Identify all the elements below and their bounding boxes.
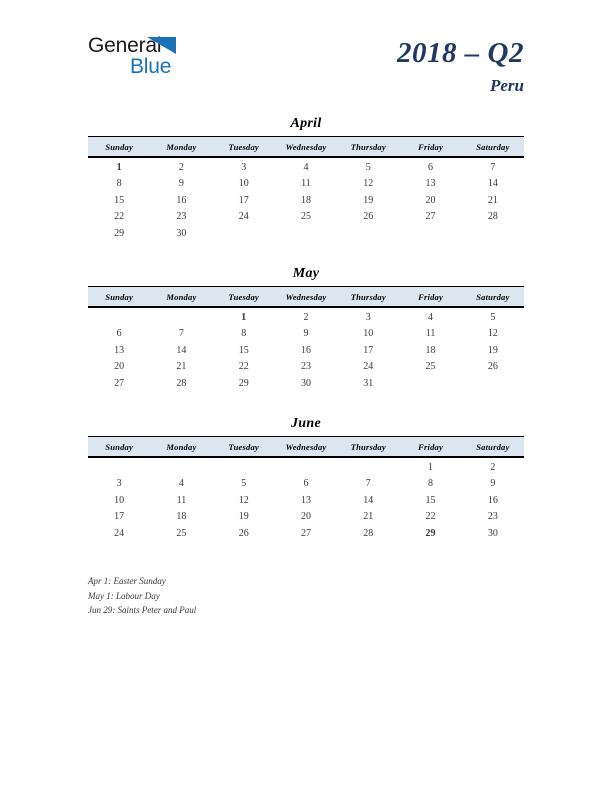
- day-cell[interactable]: 2: [303, 311, 309, 323]
- calendar-week-row: [88, 359, 524, 376]
- calendar-table-april: [88, 136, 524, 242]
- day-cell[interactable]: 23: [176, 211, 187, 223]
- legend-item: Apr 1: Easter Sunday: [88, 576, 166, 586]
- calendar-table-may: [88, 286, 524, 392]
- day-cell[interactable]: 24: [114, 527, 125, 539]
- day-cell[interactable]: 4: [428, 311, 434, 323]
- month-title: May: [292, 266, 320, 281]
- weekday-header-wednesday: Wednesday: [275, 437, 337, 458]
- weekday-header-monday: Monday: [150, 287, 212, 308]
- day-cell[interactable]: 15: [238, 344, 249, 356]
- day-cell[interactable]: 18: [176, 511, 187, 523]
- calendar-week-row: [88, 176, 524, 193]
- day-cell[interactable]: 29: [114, 227, 125, 239]
- month-title: June: [291, 416, 321, 431]
- day-cell[interactable]: 23: [300, 361, 311, 373]
- day-cell[interactable]: 16: [487, 494, 498, 506]
- calendar-week-row: [88, 157, 524, 176]
- day-cell[interactable]: 8: [241, 328, 247, 340]
- day-cell[interactable]: 30: [176, 227, 187, 239]
- weekday-header-tuesday: Tuesday: [213, 137, 275, 158]
- day-cell[interactable]: 15: [425, 494, 436, 506]
- day-cell-empty: [399, 225, 461, 242]
- weekday-header-monday: Monday: [150, 437, 212, 458]
- day-cell[interactable]: 26: [238, 527, 249, 539]
- day-cell[interactable]: 16: [300, 344, 311, 356]
- day-cell[interactable]: 10: [238, 178, 249, 190]
- day-cell-empty: [88, 457, 150, 476]
- day-cell-empty: [150, 457, 212, 476]
- day-cell-empty: [275, 457, 337, 476]
- calendar-week-row: [88, 225, 524, 242]
- day-cell-empty: [213, 225, 275, 242]
- weekday-header-friday: Friday: [399, 437, 461, 458]
- day-cell[interactable]: 30: [487, 527, 498, 539]
- weekday-header-monday: Monday: [150, 137, 212, 158]
- day-cell-empty: [275, 225, 337, 242]
- weekday-header-sunday: Sunday: [88, 137, 150, 158]
- calendar-week-row: [88, 209, 524, 226]
- day-cell[interactable]: 19: [238, 511, 249, 523]
- day-cell[interactable]: 12: [487, 328, 498, 340]
- day-cell-empty: [337, 225, 399, 242]
- day-cell[interactable]: 10: [114, 494, 125, 506]
- day-cell-empty: [88, 307, 150, 326]
- calendar-table-june: [88, 436, 524, 542]
- day-cell[interactable]: 25: [425, 361, 436, 373]
- weekday-header-wednesday: Wednesday: [275, 287, 337, 308]
- day-cell[interactable]: 17: [114, 511, 125, 523]
- weekday-header-sunday: Sunday: [88, 287, 150, 308]
- day-cell[interactable]: 6: [303, 478, 309, 490]
- day-cell[interactable]: 27: [114, 377, 125, 389]
- weekday-header-sunday: Sunday: [88, 437, 150, 458]
- day-cell[interactable]: 1: [428, 461, 434, 473]
- weekday-header-friday: Friday: [399, 287, 461, 308]
- month-title: April: [290, 116, 322, 131]
- calendar-week-row: [88, 457, 524, 476]
- day-cell[interactable]: 6: [428, 161, 434, 173]
- weekday-header-tuesday: Tuesday: [213, 437, 275, 458]
- weekday-header-thursday: Thursday: [337, 437, 399, 458]
- weekday-header-tuesday: Tuesday: [213, 287, 275, 308]
- weekday-header-row: [88, 137, 524, 158]
- day-cell[interactable]: 13: [425, 178, 436, 190]
- day-cell[interactable]: 25: [176, 527, 187, 539]
- day-cell[interactable]: 8: [116, 178, 122, 190]
- calendar-body: [88, 157, 524, 242]
- legend-item: Jun 29: Saints Peter and Paul: [88, 605, 197, 615]
- day-cell[interactable]: 24: [363, 361, 374, 373]
- calendar-week-row: [88, 326, 524, 343]
- day-cell[interactable]: 14: [176, 344, 187, 356]
- day-cell[interactable]: 19: [487, 344, 498, 356]
- day-cell[interactable]: 3: [241, 161, 247, 173]
- day-cell-empty: [399, 375, 461, 392]
- day-cell[interactable]: 20: [114, 361, 125, 373]
- day-cell[interactable]: 14: [363, 494, 374, 506]
- day-cell[interactable]: 9: [303, 328, 309, 340]
- day-cell[interactable]: 28: [363, 527, 374, 539]
- day-cell[interactable]: 17: [363, 344, 374, 356]
- weekday-header-saturday: Saturday: [462, 437, 524, 458]
- logo-word-blue: Blue: [130, 55, 172, 78]
- day-cell[interactable]: 8: [428, 478, 434, 490]
- calendar-week-row: [88, 476, 524, 493]
- day-cell[interactable]: 27: [425, 211, 436, 223]
- day-cell[interactable]: 24: [238, 211, 249, 223]
- day-cell[interactable]: 12: [363, 178, 374, 190]
- day-cell[interactable]: 3: [116, 478, 122, 490]
- day-cell-empty: [213, 457, 275, 476]
- day-cell[interactable]: 21: [363, 511, 374, 523]
- brand-logo: [88, 34, 268, 80]
- day-cell[interactable]: 29: [238, 377, 249, 389]
- day-cell[interactable]: 4: [178, 478, 184, 490]
- day-cell[interactable]: 21: [176, 361, 187, 373]
- day-cell-empty: [462, 375, 524, 392]
- calendar-week-row: [88, 525, 524, 542]
- day-cell[interactable]: 17: [238, 194, 249, 206]
- weekday-header-wednesday: Wednesday: [275, 137, 337, 158]
- day-cell[interactable]: 22: [238, 361, 249, 373]
- calendar-week-row: [88, 375, 524, 392]
- calendar-body: [88, 307, 524, 392]
- day-cell[interactable]: 6: [116, 328, 122, 340]
- day-cell[interactable]: 14: [487, 178, 498, 190]
- day-cell[interactable]: 15: [114, 194, 125, 206]
- title-quarter: 2018 – Q2: [397, 37, 524, 69]
- day-cell-empty: [337, 457, 399, 476]
- day-cell[interactable]: 30: [300, 377, 311, 389]
- weekday-header-friday: Friday: [399, 137, 461, 158]
- logo-word-general: General: [88, 34, 162, 57]
- day-cell[interactable]: 3: [365, 311, 371, 323]
- day-cell[interactable]: 20: [300, 511, 311, 523]
- weekday-header-thursday: Thursday: [337, 137, 399, 158]
- day-cell-holiday[interactable]: 1: [241, 311, 247, 323]
- day-cell-holiday[interactable]: 1: [116, 161, 122, 173]
- holiday-legend: [88, 574, 388, 618]
- day-cell-empty: [150, 307, 212, 326]
- day-cell[interactable]: 2: [490, 461, 496, 473]
- page-title: [397, 36, 524, 98]
- calendar-week-row: [88, 307, 524, 326]
- day-cell[interactable]: 11: [176, 494, 187, 506]
- day-cell[interactable]: 25: [300, 211, 311, 223]
- day-cell[interactable]: 5: [490, 311, 496, 323]
- calendar-week-row: [88, 342, 524, 359]
- day-cell[interactable]: 22: [114, 211, 125, 223]
- day-cell[interactable]: 18: [300, 194, 311, 206]
- month-block-april: [88, 114, 524, 242]
- day-cell[interactable]: 11: [301, 178, 311, 190]
- day-cell[interactable]: 28: [487, 211, 498, 223]
- day-cell[interactable]: 7: [365, 478, 371, 490]
- day-cell[interactable]: 13: [114, 344, 125, 356]
- day-cell[interactable]: 18: [425, 344, 436, 356]
- legend-item: May 1: Labour Day: [88, 590, 160, 601]
- day-cell[interactable]: 5: [365, 161, 371, 173]
- day-cell[interactable]: 10: [363, 328, 374, 340]
- calendar-week-row: [88, 492, 524, 509]
- day-cell[interactable]: 26: [487, 361, 498, 373]
- day-cell[interactable]: 5: [241, 478, 247, 490]
- day-cell[interactable]: 2: [178, 161, 184, 173]
- day-cell[interactable]: 23: [487, 511, 498, 523]
- day-cell-holiday[interactable]: 29: [425, 527, 436, 539]
- calendar-week-row: [88, 192, 524, 209]
- month-block-june: [88, 414, 524, 542]
- logo-top-row: [88, 34, 268, 58]
- day-cell[interactable]: 21: [487, 194, 498, 206]
- day-cell[interactable]: 20: [425, 194, 436, 206]
- day-cell[interactable]: 31: [363, 377, 374, 389]
- title-country: Peru: [490, 76, 524, 95]
- day-cell[interactable]: 12: [238, 494, 249, 506]
- calendar-body: [88, 457, 524, 542]
- day-cell[interactable]: 27: [300, 527, 311, 539]
- weekday-header-thursday: Thursday: [337, 287, 399, 308]
- weekday-header-row: [88, 437, 524, 458]
- calendar-week-row: [88, 509, 524, 526]
- weekday-header-saturday: Saturday: [462, 137, 524, 158]
- day-cell[interactable]: 16: [176, 194, 187, 206]
- day-cell[interactable]: 7: [178, 328, 184, 340]
- day-cell[interactable]: 9: [178, 178, 184, 190]
- day-cell-empty: [462, 225, 524, 242]
- day-cell[interactable]: 9: [490, 478, 496, 490]
- weekday-header-saturday: Saturday: [462, 287, 524, 308]
- day-cell[interactable]: 13: [300, 494, 311, 506]
- day-cell[interactable]: 19: [363, 194, 374, 206]
- month-block-may: [88, 264, 524, 392]
- day-cell[interactable]: 4: [303, 161, 309, 173]
- day-cell[interactable]: 11: [425, 328, 436, 340]
- day-cell[interactable]: 22: [425, 511, 436, 523]
- day-cell[interactable]: 28: [176, 377, 187, 389]
- day-cell[interactable]: 7: [490, 161, 496, 173]
- weekday-header-row: [88, 287, 524, 308]
- day-cell[interactable]: 26: [363, 211, 374, 223]
